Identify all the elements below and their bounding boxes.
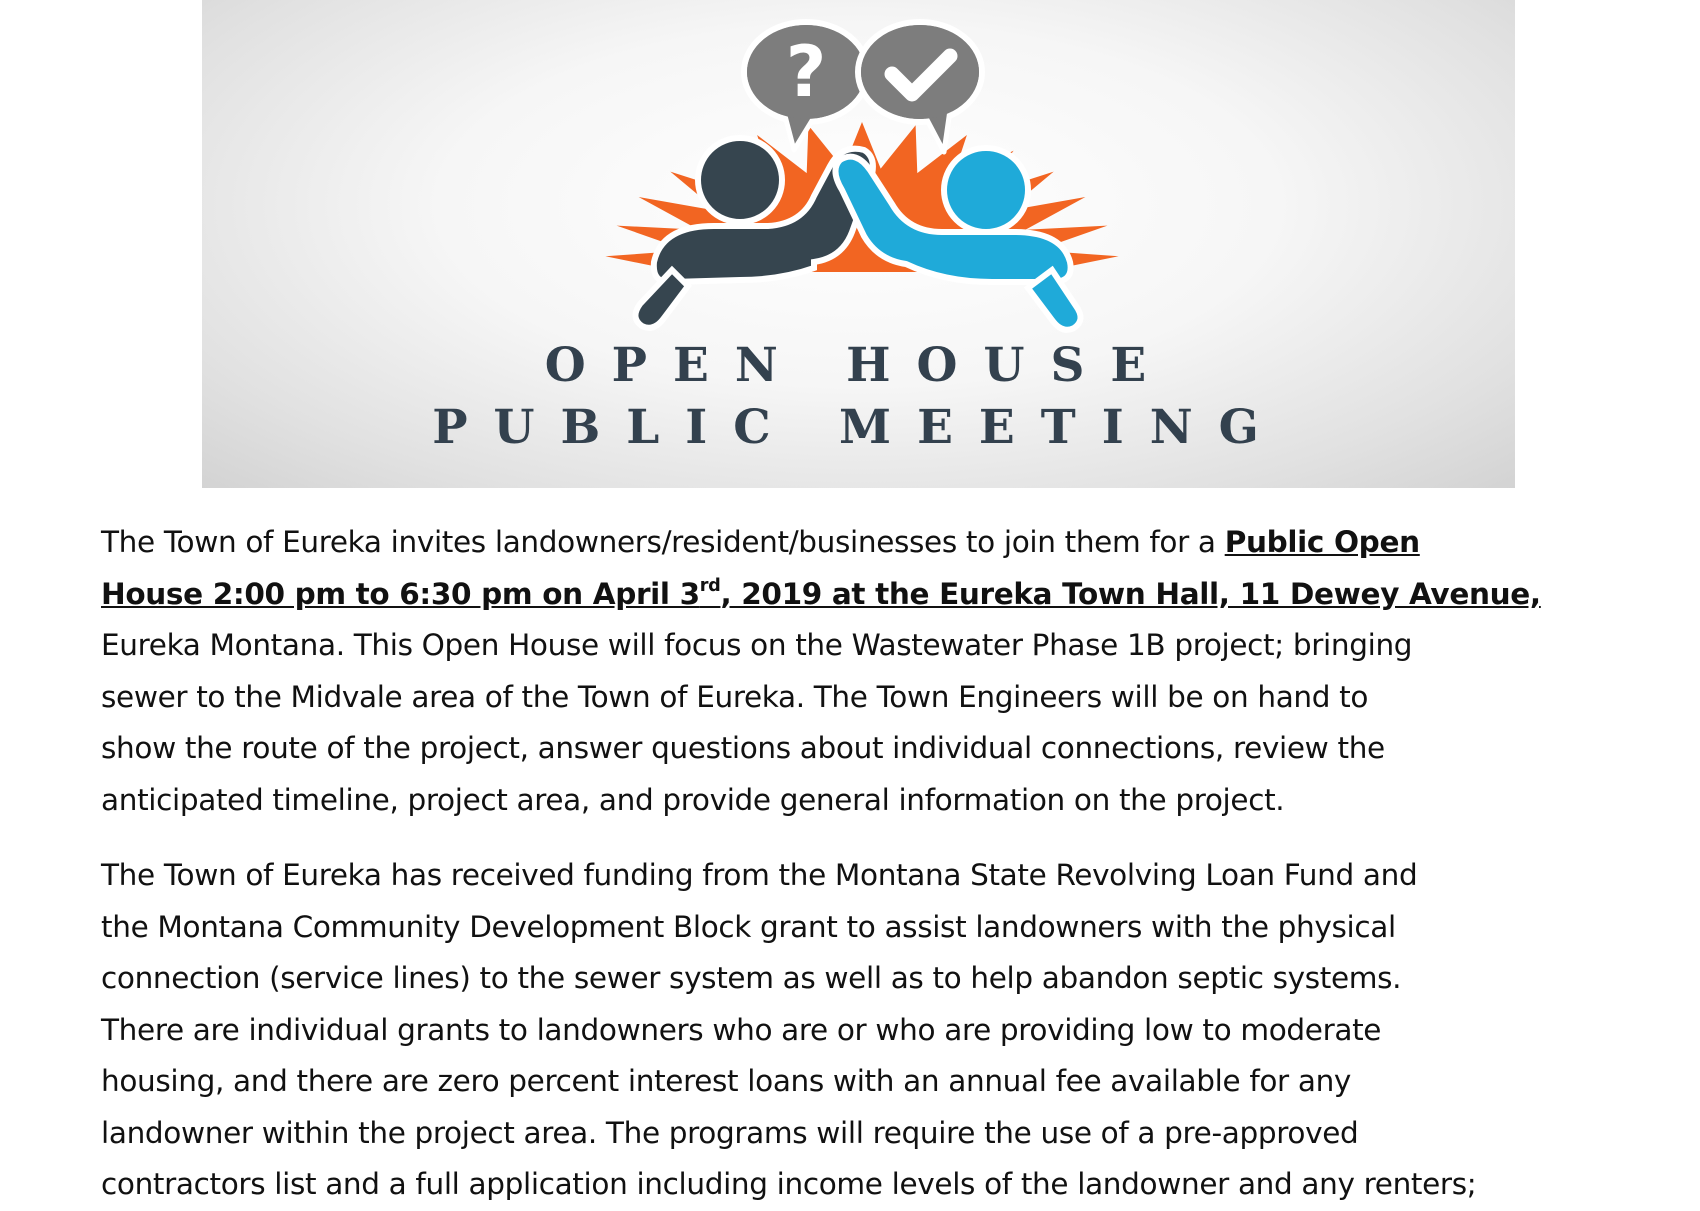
body-line: landowner within the project area. The programs will require the use of a pre-approved [101,1115,1359,1150]
body-line [101,517,1621,569]
banner-headline-public-meeting: PUBLIC MEETING [432,400,1285,455]
question-mark-glyph: ? [785,31,827,113]
paragraph-open-house-details [101,517,1621,826]
body-line: The Town of Eureka has received funding from the Montana State Revolving Loan Fund and [101,858,1418,892]
event-highlight: Public Open [1224,525,1420,559]
body-line: connection (service lines) to the sewer system as well as to help abandon septic systems. [101,961,1402,995]
event-details-line [101,569,1621,621]
announcement-body [101,517,1621,1211]
open-house-banner [202,0,1515,488]
ordinal-suffix: rd [699,575,721,596]
banner-headline-open-house: OPEN HOUSE [544,338,1173,393]
check-bubble-icon [858,22,982,152]
body-line: show the route of the project, answer questions about individual connections, review the [101,731,1385,765]
body-line: contractors list and a full application including income levels of the landowner and any renters; [101,1167,1477,1201]
body-line: There are individual grants to landowners who are or who are providing low to moderate [101,1012,1382,1047]
body-line: Eureka Montana. This Open House will focus on the Wastewater Phase 1B project; bringing [101,628,1413,662]
body-line: anticipated timeline, project area, and provide general information on the project. [101,782,1285,817]
body-line: sewer to the Midvale area of the Town of Eureka. The Town Engineers will be on hand to [101,679,1369,714]
body-line: the Montana Community Development Block grant to assist landowners with the physical [101,909,1396,944]
event-date-text: House 2:00 pm to 6:30 pm on April 3 [101,576,700,611]
event-location-text: , 2019 at the Eureka Town Hall, 11 Dewey Avenue, [720,576,1541,611]
question-bubble-icon [744,22,868,150]
intro-text: The Town of Eureka invites landowners/resident/businesses to join them for a [101,525,1225,559]
paragraph-funding-details [101,850,1621,1211]
body-line: housing, and there are zero percent interest loans with an annual fee available for any [101,1064,1352,1098]
